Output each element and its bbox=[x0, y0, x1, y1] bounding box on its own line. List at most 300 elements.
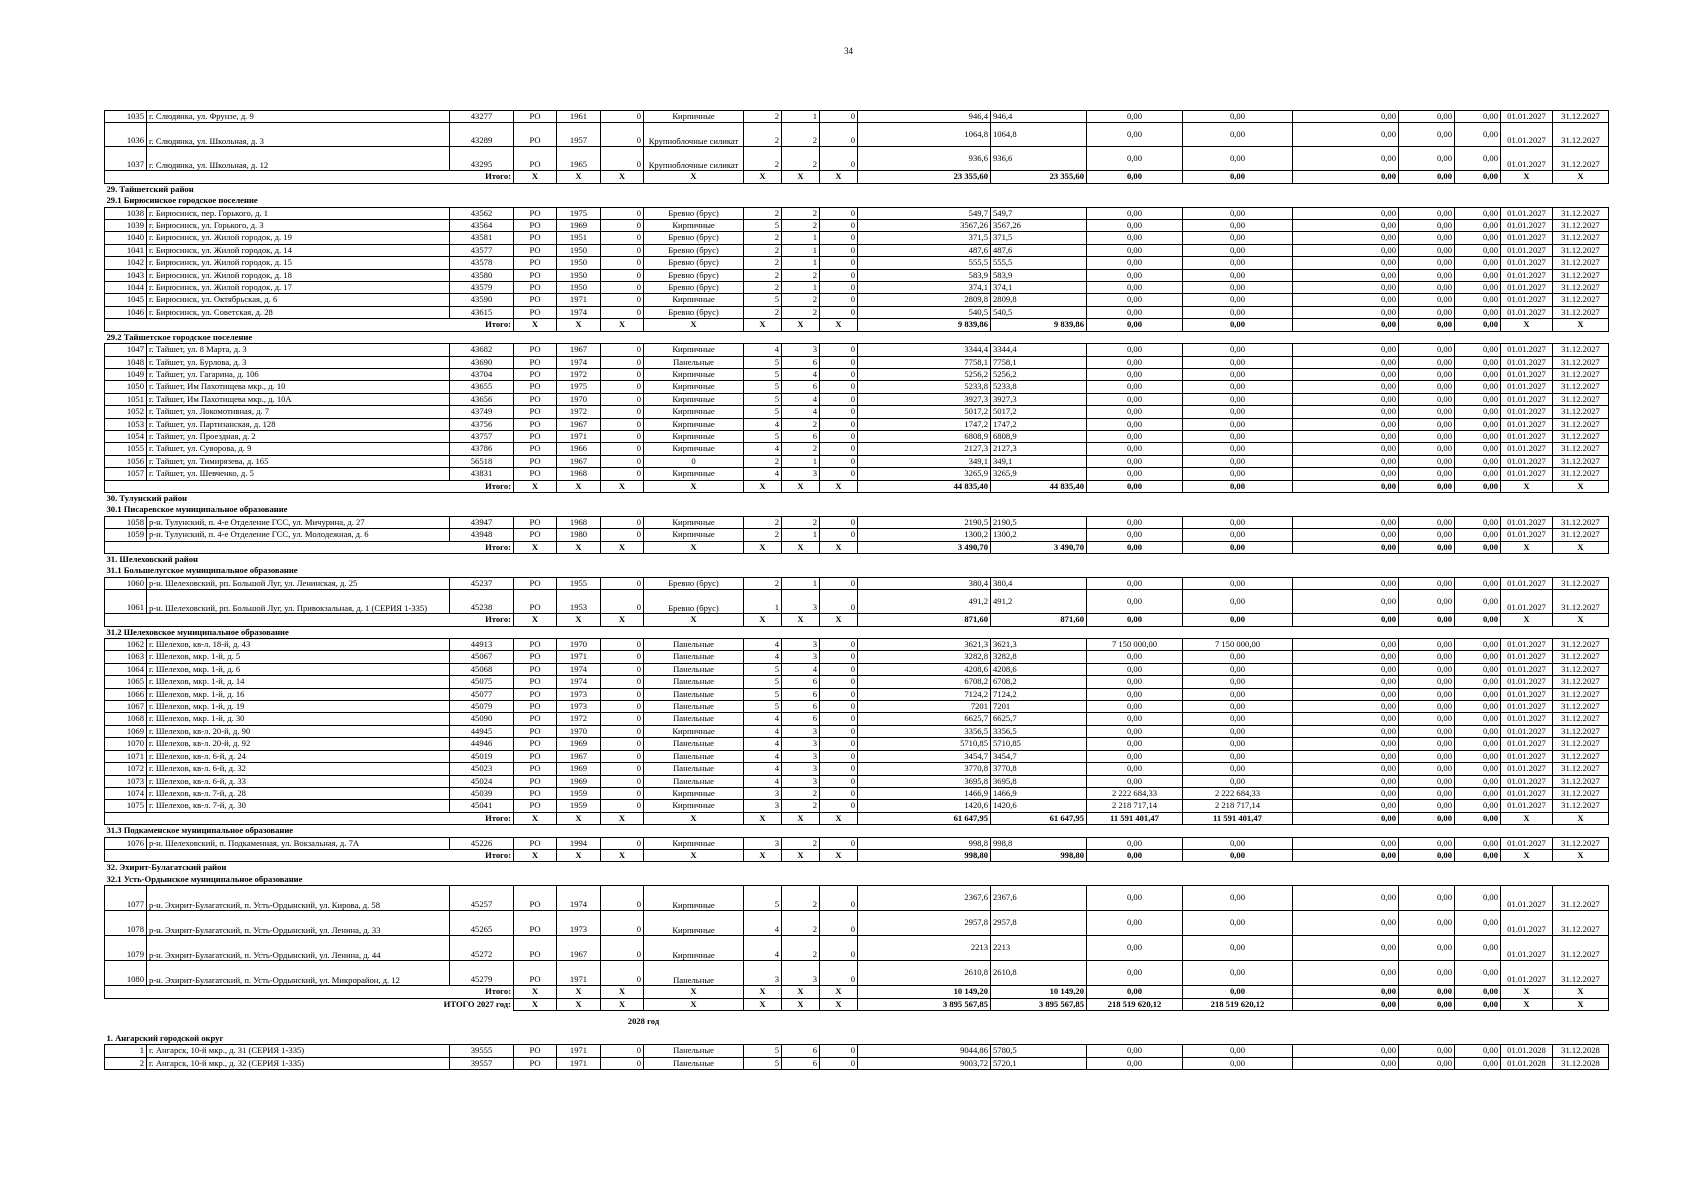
area-living-cell: 549,7 bbox=[991, 207, 1087, 219]
build-year-cell: 1972 bbox=[557, 406, 601, 418]
zero-cell: 0 bbox=[601, 738, 644, 750]
floors-cell: 5 bbox=[744, 294, 782, 306]
amount-cell-2: 0,00 bbox=[1399, 688, 1455, 700]
zero-cell: 0 bbox=[601, 232, 644, 244]
zero-cell: 0 bbox=[601, 393, 644, 405]
end-date-cell: 31.12.2027 bbox=[1553, 961, 1609, 986]
house-code-cell: 39557 bbox=[450, 1057, 514, 1069]
cost-cell: 0,00 bbox=[1087, 393, 1183, 405]
total-area-living: 3 490,70 bbox=[991, 541, 1087, 553]
cost-cell-2: 0,00 bbox=[1183, 651, 1293, 663]
cost-cell: 0,00 bbox=[1087, 911, 1183, 936]
table-row bbox=[105, 688, 1667, 700]
amount-cell-3: 0,00 bbox=[1455, 701, 1501, 713]
amount-cell-3: 0,00 bbox=[1455, 111, 1501, 123]
zero-cell: 0 bbox=[601, 639, 644, 651]
spacer-cell bbox=[1609, 590, 1667, 614]
address-cell: г. Слюдянка, ул. Школьная, д. 12 bbox=[147, 147, 450, 171]
cost-cell-2: 0,00 bbox=[1183, 911, 1293, 936]
amount-cell: 0,00 bbox=[1293, 516, 1399, 528]
start-date-cell: 01.01.2027 bbox=[1501, 911, 1553, 936]
amount-cell: 0,00 bbox=[1293, 282, 1399, 294]
amount-cell: 0,00 bbox=[1293, 123, 1399, 147]
amount-cell-3: 0,00 bbox=[1455, 529, 1501, 541]
house-code-cell: 43277 bbox=[450, 111, 514, 123]
build-year-cell: 1971 bbox=[557, 1057, 601, 1069]
address-cell: г. Шелехов, кв-л. 20-й, д. 92 bbox=[147, 738, 450, 750]
row-number: 1035 bbox=[105, 111, 147, 123]
ro-cell: РО bbox=[514, 936, 557, 961]
entrances-cell: 4 bbox=[782, 393, 820, 405]
cost-cell: 0,00 bbox=[1087, 123, 1183, 147]
section-heading bbox=[105, 331, 1667, 343]
x-mark: X bbox=[782, 319, 820, 331]
cost-cell: 0,00 bbox=[1087, 750, 1183, 762]
area-total-cell: 371,5 bbox=[858, 232, 991, 244]
row-number: 1042 bbox=[105, 257, 147, 269]
zero-cell-2: 0 bbox=[820, 406, 858, 418]
house-code-cell: 45077 bbox=[450, 688, 514, 700]
total-area-living: 871,60 bbox=[991, 614, 1087, 626]
floors-cell: 4 bbox=[744, 936, 782, 961]
total-label: Итого: bbox=[105, 171, 514, 183]
area-total-cell: 7758,1 bbox=[858, 356, 991, 368]
total-label: Итого: bbox=[105, 319, 514, 331]
x-mark: X bbox=[820, 998, 858, 1010]
total-area-living: 9 839,86 bbox=[991, 319, 1087, 331]
end-date-cell: 31.12.2027 bbox=[1553, 430, 1609, 442]
floors-cell: 5 bbox=[744, 430, 782, 442]
x-mark: X bbox=[782, 849, 820, 861]
house-code-cell: 39555 bbox=[450, 1045, 514, 1057]
area-living-cell: 1064,8 bbox=[991, 123, 1087, 147]
table-row bbox=[105, 787, 1667, 799]
amount-cell: 0,00 bbox=[1293, 294, 1399, 306]
cost-cell: 0,00 bbox=[1087, 936, 1183, 961]
amount-cell-2: 0,00 bbox=[1399, 837, 1455, 849]
row-number: 1061 bbox=[105, 590, 147, 614]
wall-material-cell: Панельные bbox=[644, 651, 744, 663]
zero-cell: 0 bbox=[601, 269, 644, 281]
amount-cell: 0,00 bbox=[1293, 738, 1399, 750]
address-cell: г. Шелехов, мкр. 1-й, д. 30 bbox=[147, 713, 450, 725]
build-year-cell: 1969 bbox=[557, 763, 601, 775]
floors-cell: 5 bbox=[744, 406, 782, 418]
address-cell: г. Шелехов, мкр. 1-й, д. 5 bbox=[147, 651, 450, 663]
start-date-cell: 01.01.2027 bbox=[1501, 763, 1553, 775]
amount-cell-2: 0,00 bbox=[1399, 147, 1455, 171]
amount-cell: 0,00 bbox=[1293, 306, 1399, 318]
area-total-cell: 3344,4 bbox=[858, 344, 991, 356]
x-mark: X bbox=[1553, 171, 1609, 183]
year-title: 2028 год bbox=[627, 1016, 660, 1027]
address-cell: г. Шелехов, мкр. 1-й, д. 16 bbox=[147, 688, 450, 700]
amount-cell: 0,00 bbox=[1293, 936, 1399, 961]
build-year-cell: 1959 bbox=[557, 800, 601, 812]
table-row bbox=[105, 393, 1667, 405]
amount-cell-3: 0,00 bbox=[1455, 418, 1501, 430]
cost-cell-2: 0,00 bbox=[1183, 220, 1293, 232]
table-row bbox=[105, 344, 1667, 356]
amount-cell-2: 0,00 bbox=[1399, 590, 1455, 614]
area-living-cell: 1420,6 bbox=[991, 800, 1087, 812]
area-living-cell: 555,5 bbox=[991, 257, 1087, 269]
area-total-cell: 3621,3 bbox=[858, 639, 991, 651]
cost-cell-2: 0,00 bbox=[1183, 577, 1293, 589]
floors-cell: 3 bbox=[744, 837, 782, 849]
amount-cell: 0,00 bbox=[1293, 455, 1399, 467]
x-mark: X bbox=[744, 171, 782, 183]
entrances-cell: 3 bbox=[782, 961, 820, 986]
area-total-cell: 3356,5 bbox=[858, 725, 991, 737]
entrances-cell: 4 bbox=[782, 663, 820, 675]
area-total-cell: 936,6 bbox=[858, 147, 991, 171]
table-row bbox=[105, 1057, 1667, 1069]
x-mark: X bbox=[744, 319, 782, 331]
wall-material-cell: Крупноблочные силикат bbox=[644, 123, 744, 147]
amount-cell: 0,00 bbox=[1293, 529, 1399, 541]
floors-cell: 5 bbox=[744, 368, 782, 380]
end-date-cell: 31.12.2027 bbox=[1553, 590, 1609, 614]
address-cell: г. Тайшет, ул. Проездная, д. 2 bbox=[147, 430, 450, 442]
area-total-cell: 3770,8 bbox=[858, 763, 991, 775]
zero-cell: 0 bbox=[601, 936, 644, 961]
start-date-cell: 01.01.2027 bbox=[1501, 516, 1553, 528]
spacer-cell bbox=[1609, 443, 1667, 455]
area-total-cell: 998,8 bbox=[858, 837, 991, 849]
area-living-cell: 3344,4 bbox=[991, 344, 1087, 356]
section-heading bbox=[105, 626, 1667, 638]
area-living-cell: 3567,26 bbox=[991, 220, 1087, 232]
cost-cell-2: 0,00 bbox=[1183, 725, 1293, 737]
house-code-cell: 45068 bbox=[450, 663, 514, 675]
house-code-cell: 43564 bbox=[450, 220, 514, 232]
area-living-cell: 1466,9 bbox=[991, 787, 1087, 799]
x-mark: X bbox=[744, 614, 782, 626]
start-date-cell: 01.01.2027 bbox=[1501, 800, 1553, 812]
total-area-living: 23 355,60 bbox=[991, 171, 1087, 183]
area-living-cell: 2190,5 bbox=[991, 516, 1087, 528]
spacer-cell bbox=[1609, 294, 1667, 306]
area-total-cell: 946,4 bbox=[858, 111, 991, 123]
table-row bbox=[105, 886, 1667, 911]
house-code-cell: 44945 bbox=[450, 725, 514, 737]
zero-cell-2: 0 bbox=[820, 577, 858, 589]
address-cell: г. Тайшет, ул. 8 Марта, д. 3 bbox=[147, 344, 450, 356]
section-title: 29.1 Бирюсинское городское поселение bbox=[106, 195, 258, 206]
spacer-cell bbox=[1609, 516, 1667, 528]
total-label: ИТОГО 2027 год: bbox=[105, 998, 514, 1010]
cost-cell-2: 0,00 bbox=[1183, 713, 1293, 725]
wall-material-cell: Бревно (брус) bbox=[644, 590, 744, 614]
cost-cell: 0,00 bbox=[1087, 577, 1183, 589]
total-amount-2: 0,00 bbox=[1399, 849, 1455, 861]
section-heading bbox=[105, 874, 1667, 886]
area-total-cell: 1064,8 bbox=[858, 123, 991, 147]
build-year-cell: 1969 bbox=[557, 775, 601, 787]
amount-cell-2: 0,00 bbox=[1399, 1057, 1455, 1069]
area-living-cell: 946,4 bbox=[991, 111, 1087, 123]
cost-cell-2: 0,00 bbox=[1183, 936, 1293, 961]
start-date-cell: 01.01.2027 bbox=[1501, 306, 1553, 318]
cost-cell: 0,00 bbox=[1087, 406, 1183, 418]
entrances-cell: 6 bbox=[782, 701, 820, 713]
amount-cell-2: 0,00 bbox=[1399, 676, 1455, 688]
amount-cell-2: 0,00 bbox=[1399, 455, 1455, 467]
table-row bbox=[105, 123, 1667, 147]
entrances-cell: 3 bbox=[782, 651, 820, 663]
spacer-cell bbox=[1609, 344, 1667, 356]
start-date-cell: 01.01.2027 bbox=[1501, 455, 1553, 467]
amount-cell-2: 0,00 bbox=[1399, 936, 1455, 961]
start-date-cell: 01.01.2028 bbox=[1501, 1045, 1553, 1057]
area-living-cell: 3356,5 bbox=[991, 725, 1087, 737]
wall-material-cell: Панельные bbox=[644, 1057, 744, 1069]
build-year-cell: 1994 bbox=[557, 837, 601, 849]
area-living-cell: 371,5 bbox=[991, 232, 1087, 244]
cost-cell-2: 0,00 bbox=[1183, 775, 1293, 787]
area-living-cell: 3927,3 bbox=[991, 393, 1087, 405]
x-mark: X bbox=[557, 480, 601, 492]
cost-cell-2: 0,00 bbox=[1183, 443, 1293, 455]
x-mark: X bbox=[557, 998, 601, 1010]
cost-cell-2: 0,00 bbox=[1183, 430, 1293, 442]
area-living-cell: 3621,3 bbox=[991, 639, 1087, 651]
address-cell: г. Шелехов, кв-л. 7-й, д. 28 bbox=[147, 787, 450, 799]
zero-cell-2: 0 bbox=[820, 468, 858, 480]
build-year-cell: 1959 bbox=[557, 787, 601, 799]
total-area: 61 647,95 bbox=[858, 812, 991, 824]
cost-cell: 0,00 bbox=[1087, 725, 1183, 737]
x-mark: X bbox=[557, 849, 601, 861]
start-date-cell: 01.01.2027 bbox=[1501, 418, 1553, 430]
total-area-living: 998,80 bbox=[991, 849, 1087, 861]
wall-material-cell: Кирпичные bbox=[644, 911, 744, 936]
area-total-cell: 5710,85 bbox=[858, 738, 991, 750]
address-cell: р-н. Эхирит-Булагатский, п. Усть-Ордынский, ул. Ленина, д. 33 bbox=[147, 911, 450, 936]
total-amount: 0,00 bbox=[1293, 986, 1399, 998]
build-year-cell: 1961 bbox=[557, 111, 601, 123]
entrances-cell: 6 bbox=[782, 430, 820, 442]
ro-cell: РО bbox=[514, 418, 557, 430]
ro-cell: РО bbox=[514, 529, 557, 541]
zero-cell-2: 0 bbox=[820, 1057, 858, 1069]
end-date-cell: 31.12.2027 bbox=[1553, 220, 1609, 232]
start-date-cell: 01.01.2027 bbox=[1501, 344, 1553, 356]
spacer-cell bbox=[1609, 738, 1667, 750]
cost-cell: 0,00 bbox=[1087, 430, 1183, 442]
cost-cell-2: 0,00 bbox=[1183, 282, 1293, 294]
x-mark: X bbox=[1553, 986, 1609, 998]
cost-cell: 0,00 bbox=[1087, 443, 1183, 455]
area-living-cell: 3265,9 bbox=[991, 468, 1087, 480]
zero-cell-2: 0 bbox=[820, 1045, 858, 1057]
table-row bbox=[105, 455, 1667, 467]
spacer-cell bbox=[1609, 688, 1667, 700]
cost-cell: 7 150 000,00 bbox=[1087, 639, 1183, 651]
area-total-cell: 555,5 bbox=[858, 257, 991, 269]
x-mark: X bbox=[644, 171, 744, 183]
row-number: 1077 bbox=[105, 886, 147, 911]
amount-cell-3: 0,00 bbox=[1455, 590, 1501, 614]
table-row bbox=[105, 590, 1667, 614]
end-date-cell: 31.12.2028 bbox=[1553, 1057, 1609, 1069]
build-year-cell: 1950 bbox=[557, 257, 601, 269]
area-living-cell: 491,2 bbox=[991, 590, 1087, 614]
area-total-cell: 3695,8 bbox=[858, 775, 991, 787]
cost-cell-2: 0,00 bbox=[1183, 232, 1293, 244]
total-cost-2: 0,00 bbox=[1183, 319, 1293, 331]
house-code-cell: 43289 bbox=[450, 123, 514, 147]
address-cell: г. Шелехов, кв-л. 7-й, д. 30 bbox=[147, 800, 450, 812]
x-mark: X bbox=[744, 480, 782, 492]
amount-cell-3: 0,00 bbox=[1455, 1057, 1501, 1069]
entrances-cell: 6 bbox=[782, 713, 820, 725]
total-amount: 0,00 bbox=[1293, 614, 1399, 626]
zero-cell-2: 0 bbox=[820, 418, 858, 430]
wall-material-cell: Кирпичные bbox=[644, 111, 744, 123]
zero-cell-2: 0 bbox=[820, 455, 858, 467]
amount-cell-3: 0,00 bbox=[1455, 886, 1501, 911]
row-number: 1045 bbox=[105, 294, 147, 306]
build-year-cell: 1970 bbox=[557, 393, 601, 405]
spacer-cell bbox=[1609, 676, 1667, 688]
cost-cell: 0,00 bbox=[1087, 663, 1183, 675]
row-number: 1053 bbox=[105, 418, 147, 430]
spacer-cell bbox=[1609, 147, 1667, 171]
cost-cell-2: 7 150 000,00 bbox=[1183, 639, 1293, 651]
x-mark: X bbox=[1553, 849, 1609, 861]
amount-cell-3: 0,00 bbox=[1455, 468, 1501, 480]
amount-cell: 0,00 bbox=[1293, 590, 1399, 614]
x-mark: X bbox=[514, 998, 557, 1010]
house-code-cell: 43757 bbox=[450, 430, 514, 442]
spacer-cell bbox=[1609, 282, 1667, 294]
area-living-cell: 1300,2 bbox=[991, 529, 1087, 541]
spacer-cell bbox=[1609, 1057, 1667, 1069]
amount-cell-3: 0,00 bbox=[1455, 738, 1501, 750]
address-cell: г. Бирюсинск, ул. Жилой городок, д. 17 bbox=[147, 282, 450, 294]
build-year-cell: 1970 bbox=[557, 639, 601, 651]
table-row bbox=[105, 220, 1667, 232]
cost-cell-2: 0,00 bbox=[1183, 111, 1293, 123]
cost-cell: 0,00 bbox=[1087, 269, 1183, 281]
amount-cell-3: 0,00 bbox=[1455, 639, 1501, 651]
ro-cell: РО bbox=[514, 886, 557, 911]
zero-cell-2: 0 bbox=[820, 701, 858, 713]
zero-cell: 0 bbox=[601, 886, 644, 911]
floors-cell: 4 bbox=[744, 443, 782, 455]
x-mark: X bbox=[1553, 812, 1609, 824]
area-living-cell: 5017,2 bbox=[991, 406, 1087, 418]
total-amount: 0,00 bbox=[1293, 812, 1399, 824]
amount-cell-2: 0,00 bbox=[1399, 306, 1455, 318]
total-cost: 0,00 bbox=[1087, 614, 1183, 626]
build-year-cell: 1974 bbox=[557, 676, 601, 688]
cost-cell: 0,00 bbox=[1087, 468, 1183, 480]
wall-material-cell: Кирпичные bbox=[644, 294, 744, 306]
start-date-cell: 01.01.2027 bbox=[1501, 651, 1553, 663]
row-number: 1078 bbox=[105, 911, 147, 936]
table-row bbox=[105, 725, 1667, 737]
end-date-cell: 31.12.2027 bbox=[1553, 787, 1609, 799]
end-date-cell: 31.12.2027 bbox=[1553, 356, 1609, 368]
address-cell: р-н. Эхирит-Булагатский, п. Усть-Ордынский, ул. Ленина, д. 44 bbox=[147, 936, 450, 961]
spacer-cell bbox=[1609, 849, 1667, 861]
build-year-cell: 1972 bbox=[557, 713, 601, 725]
start-date-cell: 01.01.2027 bbox=[1501, 269, 1553, 281]
total-label: Итого: bbox=[105, 986, 514, 998]
area-total-cell: 3282,8 bbox=[858, 651, 991, 663]
zero-cell-2: 0 bbox=[820, 516, 858, 528]
end-date-cell: 31.12.2027 bbox=[1553, 418, 1609, 430]
x-mark: X bbox=[601, 541, 644, 553]
floors-cell: 5 bbox=[744, 663, 782, 675]
cost-cell: 2 222 684,33 bbox=[1087, 787, 1183, 799]
end-date-cell: 31.12.2027 bbox=[1553, 775, 1609, 787]
zero-cell-2: 0 bbox=[820, 911, 858, 936]
row-number: 1065 bbox=[105, 676, 147, 688]
total-amount-2: 0,00 bbox=[1399, 998, 1455, 1010]
amount-cell-3: 0,00 bbox=[1455, 232, 1501, 244]
zero-cell-2: 0 bbox=[820, 763, 858, 775]
build-year-cell: 1971 bbox=[557, 430, 601, 442]
row-number: 1046 bbox=[105, 306, 147, 318]
entrances-cell: 2 bbox=[782, 911, 820, 936]
amount-cell: 0,00 bbox=[1293, 418, 1399, 430]
ro-cell: РО bbox=[514, 220, 557, 232]
zero-cell-2: 0 bbox=[820, 381, 858, 393]
amount-cell-2: 0,00 bbox=[1399, 787, 1455, 799]
area-total-cell: 1466,9 bbox=[858, 787, 991, 799]
build-year-cell: 1973 bbox=[557, 911, 601, 936]
end-date-cell: 31.12.2027 bbox=[1553, 701, 1609, 713]
area-total-cell: 6808,9 bbox=[858, 430, 991, 442]
x-mark: X bbox=[782, 480, 820, 492]
amount-cell-2: 0,00 bbox=[1399, 738, 1455, 750]
cost-cell-2: 0,00 bbox=[1183, 663, 1293, 675]
house-code-cell: 43615 bbox=[450, 306, 514, 318]
cost-cell-2: 0,00 bbox=[1183, 306, 1293, 318]
entrances-cell: 3 bbox=[782, 763, 820, 775]
zero-cell: 0 bbox=[601, 713, 644, 725]
row-number: 1072 bbox=[105, 763, 147, 775]
house-code-cell: 45075 bbox=[450, 676, 514, 688]
zero-cell: 0 bbox=[601, 443, 644, 455]
cost-cell-2: 0,00 bbox=[1183, 886, 1293, 911]
start-date-cell: 01.01.2027 bbox=[1501, 775, 1553, 787]
wall-material-cell: Панельные bbox=[644, 701, 744, 713]
wall-material-cell: Бревно (брус) bbox=[644, 282, 744, 294]
end-date-cell: 31.12.2027 bbox=[1553, 936, 1609, 961]
house-code-cell: 45024 bbox=[450, 775, 514, 787]
address-cell: г. Шелехов, кв-л. 6-й, д. 32 bbox=[147, 763, 450, 775]
zero-cell-2: 0 bbox=[820, 207, 858, 219]
build-year-cell: 1955 bbox=[557, 577, 601, 589]
spacer-cell bbox=[1609, 886, 1667, 911]
house-code-cell: 45238 bbox=[450, 590, 514, 614]
area-total-cell: 549,7 bbox=[858, 207, 991, 219]
amount-cell: 0,00 bbox=[1293, 651, 1399, 663]
x-mark: X bbox=[601, 614, 644, 626]
start-date-cell: 01.01.2027 bbox=[1501, 430, 1553, 442]
ro-cell: РО bbox=[514, 294, 557, 306]
total-label: Итого: bbox=[105, 541, 514, 553]
amount-cell-2: 0,00 bbox=[1399, 381, 1455, 393]
zero-cell-2: 0 bbox=[820, 123, 858, 147]
cost-cell: 0,00 bbox=[1087, 590, 1183, 614]
x-mark: X bbox=[782, 171, 820, 183]
